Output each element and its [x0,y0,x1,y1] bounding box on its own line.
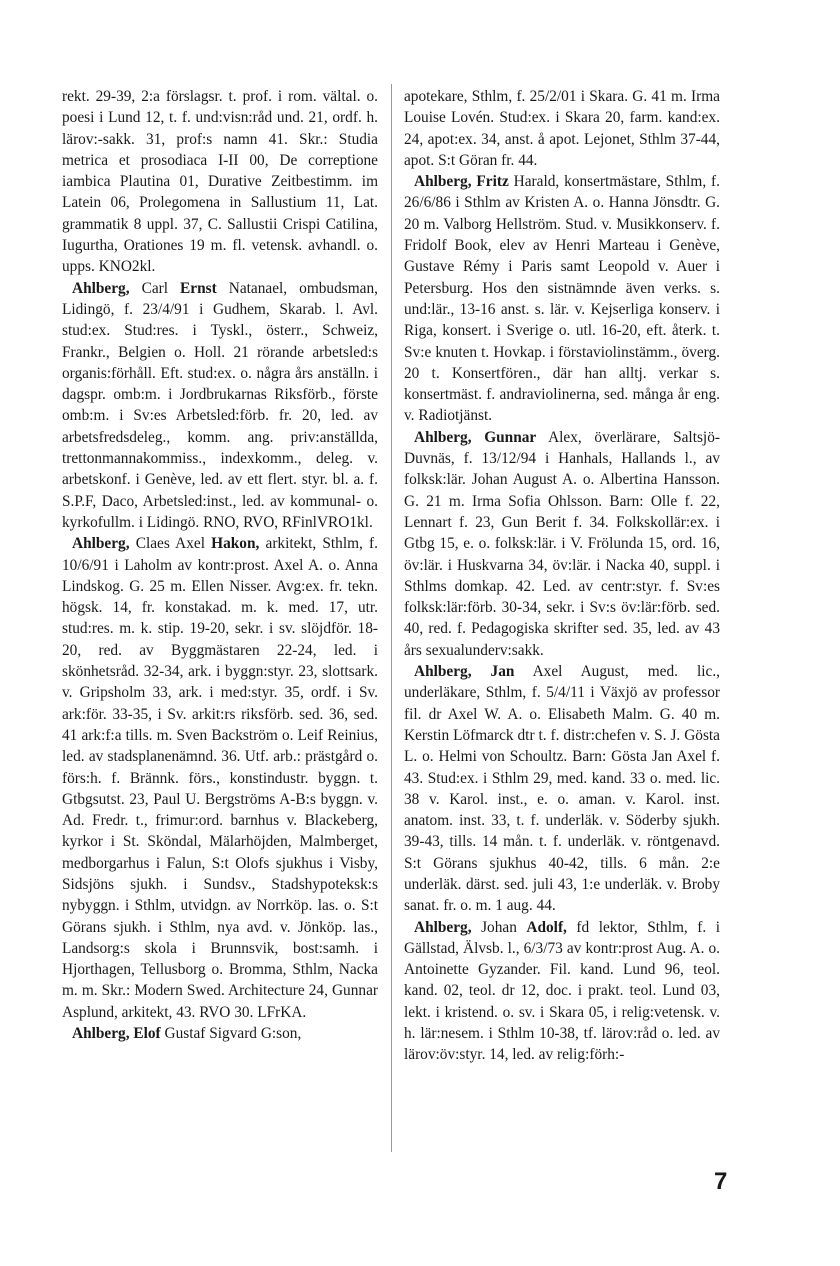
entry-call-name: Fritz [476,173,509,191]
entry-given-names [472,429,485,446]
page-number: 7 [714,1168,728,1195]
entry-surname: Ahlberg, [72,535,130,553]
right-column [404,86,720,1066]
entry-call-name: Ernst [180,279,217,297]
entry-text: rekt. 29-39, 2:a förslagsr. t. prof. i rom. vältal. o. poesi i Lund 12, t. f. und:visn:råd und. 21, ordf. h. lärov:-sakk. 31, prof:s namn 41. Skr.: Studia metrica et prosodiaca I-II 00, De correptione iambica Plautina 01, Durative Zeitbestimm. im Latein 06, Prolegomena in Sallustium 11, Lat. grammatik 8 uppl. 37, C. Sallustii Crispi Catilina, Iugurtha, Orationes 19 m. fl. vetensk. avhandl. o. upps. KNO2kl. [62,88,378,276]
entry-ahlberg-elof [62,1023,378,1044]
entry-surname: Ahlberg, [414,663,472,681]
entry-ahlberg-jan [404,661,720,917]
entry-surname: Ahlberg, [414,173,472,191]
column-divider [391,84,392,1152]
entry-text: Axel August, med. lic., underläkare, Sthlm, f. 5/4/11 i Växjö av professor fil. dr Axel W. A. o. Elisabeth Malm. G. 40 m. Kerstin Löfmarck dtr t. f. distr:chefen v. S. J. Gösta L. o. Helmi von Schoultz. Barn: Gösta Jan Axel f. 43. Stud:ex. i Sthlm 29, med. kand. 33 o. med. lic. 38 v. Karol. inst., e. o. aman. v. Karol. inst. anatom. inst. 33, t. f. underläk. v. Söderby sjukh. 39-43, tills. 14 mån. t. f. underläk. v. röntgenavd. S:t Görans sjukhus 40-42, tills. 6 mån. 2:e underläk. därst. sed. juli 43, 1:e underläk. v. Broby sanat. fr. o. m. 1 aug. 44. [404,663,720,915]
entry-call-name: Hakon, [211,535,260,553]
entry-continuation [62,86,378,278]
entry-surname: Ahlberg, [72,279,130,297]
entry-ahlberg-hakon [62,533,378,1023]
entry-call-name: Jan [490,663,515,681]
entry-text: arkitekt, Sthlm, f. 10/6/91 i Laholm av kontr:prost. Axel A. o. Anna Lindskog. G. 25 m. Ellen Nisser. Avg:ex. fr. tekn. högsk. 14, fr. konstakad. m. k. med. 17, utr. stud:res. m. k. stip. 19-20, sekr. i sv. slöjdför. 18-20, red. av Byggmästaren 22-24, led. i skönhetsråd. 32-34, ark. i byggn:styr. 23, slottsark. v. Gripsholm 33, ark. i med:styr. 35, ordf. i Sv. ark:för. 33-35, i Sv. arkit:rs riksförb. sed. 36, sed. 41 ark:f:a tills. m. Sven Backström o. Leif Reinius, led. av stadsplanenämnd. 36. Utf. arb.: prästgård o. förs:h. f. Brännk. förs., konstindustr. byggn. t. Gtbgsutst. 23, Paul U. Bergströms A-B:s byggn. v. Ad. Fredr. t., frimur:ord. barnhus v. Blackeberg, kyrkor i St. Sköndal, Mälarhöjden, Malmberget, medborgarhus i Falun, S:t Olofs sjukhus i Visby, Sidsjöns sjukh. i Sundsv., Stadshypoteksk:s nybyggn. i Sthlm, utvidgn. av Norrköp. las. o. S:t Görans sjukh. i Sthlm, nya avd. v. Jönköp. las., Landsorg:s skola i Brunnsvik, bost:samh. i Hjorthagen, Tellusborg o. Bromma, Sthlm, Nacka m. m. Skr.: Modern Swed. Architecture 24, Gunnar Asplund, arkitekt, 43. RVO 30. LFrKA. [62,535,378,1021]
entry-ahlberg-adolf [404,917,720,1066]
entry-ahlberg-gunnar [404,427,720,661]
entry-text: Gustaf Sigvard G:son, [160,1025,302,1043]
entry-call-name: Gunnar [484,428,537,446]
entry-given-names: Johan [471,918,527,936]
entry-given-names: Claes Axel [129,535,212,553]
entry-surname: Ahlberg, [72,1025,130,1043]
entry-call-name: Elof [133,1025,161,1043]
entry-call-name: Adolf, [526,918,567,936]
entry-text: apotekare, Sthlm, f. 25/2/01 i Skara. G. 41 m. Irma Louise Lovén. Stud:ex. i Skara 20, farm. kand:ex. 24, apot:ex. 34, anst. å apot. Lejonet, Sthlm 37-44, apot. S:t Göran fr. 44. [404,88,720,169]
entry-text: fd lektor, Sthlm, f. i Gällstad, Älvsb. l., 6/3/73 av kontr:prost Aug. A. o. Antoinette Gyzander. Fil. kand. Lund 96, teol. kand. 02, teol. dr 12, doc. i prakt. teol. Lund 03, lekt. i kristend. o. sv. i Skara 05, i relig:vetensk. v. h. lär:nesem. i Sthlm 10-38, tf. lärov:råd o. led. av lärov:öv:styr. 14, led. av relig:förh:- [404,918,720,1064]
entry-given-names: Carl [129,279,181,297]
entry-text: Natanael, ombudsman, Lidingö, f. 23/4/91 i Gudhem, Skarab. l. Avl. stud:ex. Stud:res. i Tyskl., österr., Schweiz, Frankr., Belgien o. Holl. 21 rörande arbetsled:s organis:förhåll. Eft. stud:ex. o. några års anställn. i dagspr. omb:m. i Jordbrukarnas Riksförb., förste omb:m. i Sv:es Arbetsled:förb. fr. 20, led. av arbetsfredsdeleg., komm. ang. priv:anställda, trettonmannakommiss., indexkomm., deleg. v. arbetskonf. i Genève, led. av ett flert. styr. bl. a. f. S.P.F, Daco, Arbetsled:inst., led. av kommunal- o. kyrkofullm. i Lidingö. RNO, RVO, RFinlVRO1kl. [62,279,378,531]
entry-text: Alex, överlärare, Saltsjö-Duvnäs, f. 13/12/94 i Hanhals, Hallands l., av folksk:lär. Johan August A. o. Albertina Hansson. G. 21 m. Irma Sofia Ohlsson. Barn: Olle f. 22, Lennart f. 23, Gun Berit f. 34. Folkskollär:ex. i Gtbg 15, e. o. folksk:lär. i V. Frölunda 15, ord. 16, öv:lär. i Huskvarna 34, öv:lär. i Nacka 40, suppl. i Sthlms domkap. 42. Led. av centr:styr. f. Sv:es folksk:lär:förb. 30-34, sekr. i Sv:s öv:lär:förb. sed. 40, red. f. Pedagogiska skrifter sed. 35, led. av 43 års sexualunderv:sakk. [404,428,720,659]
entry-surname: Ahlberg, [414,428,472,446]
entry-ahlberg-fritz [404,171,720,427]
entry-ahlberg-ernst [62,278,378,534]
entry-given-names [472,663,491,680]
entry-surname: Ahlberg, [414,918,472,936]
entry-continuation [404,86,720,171]
entry-text: Harald, konsertmästare, Sthlm, f. 26/6/86 i Sthlm av Kristen A. o. Hanna Jönsdtr. G. 20 m. Valborg Hellström. Stud. v. Musikkonserv. f. Fridolf Book, elev av Henri Marteau i Genève, Gustave Rémy i Paris samt Leopold v. Auer i Petersburg. Hos den sistnämnde även verks. s. und:lär., 13-16 anst. s. lär. v. Kejserliga konserv. i Riga, konsert. i Sverige o. utl. 16-20, eft. återk. t. Sv:e knuten t. Hovkap. i förstaviolinstämm., överg. 20 t. Konsertfören., där han alltj. verkar s. konsertmäst. f. andraviolinerna, sed. många år eng. v. Radiotjänst. [404,173,720,425]
left-column [62,86,378,1044]
